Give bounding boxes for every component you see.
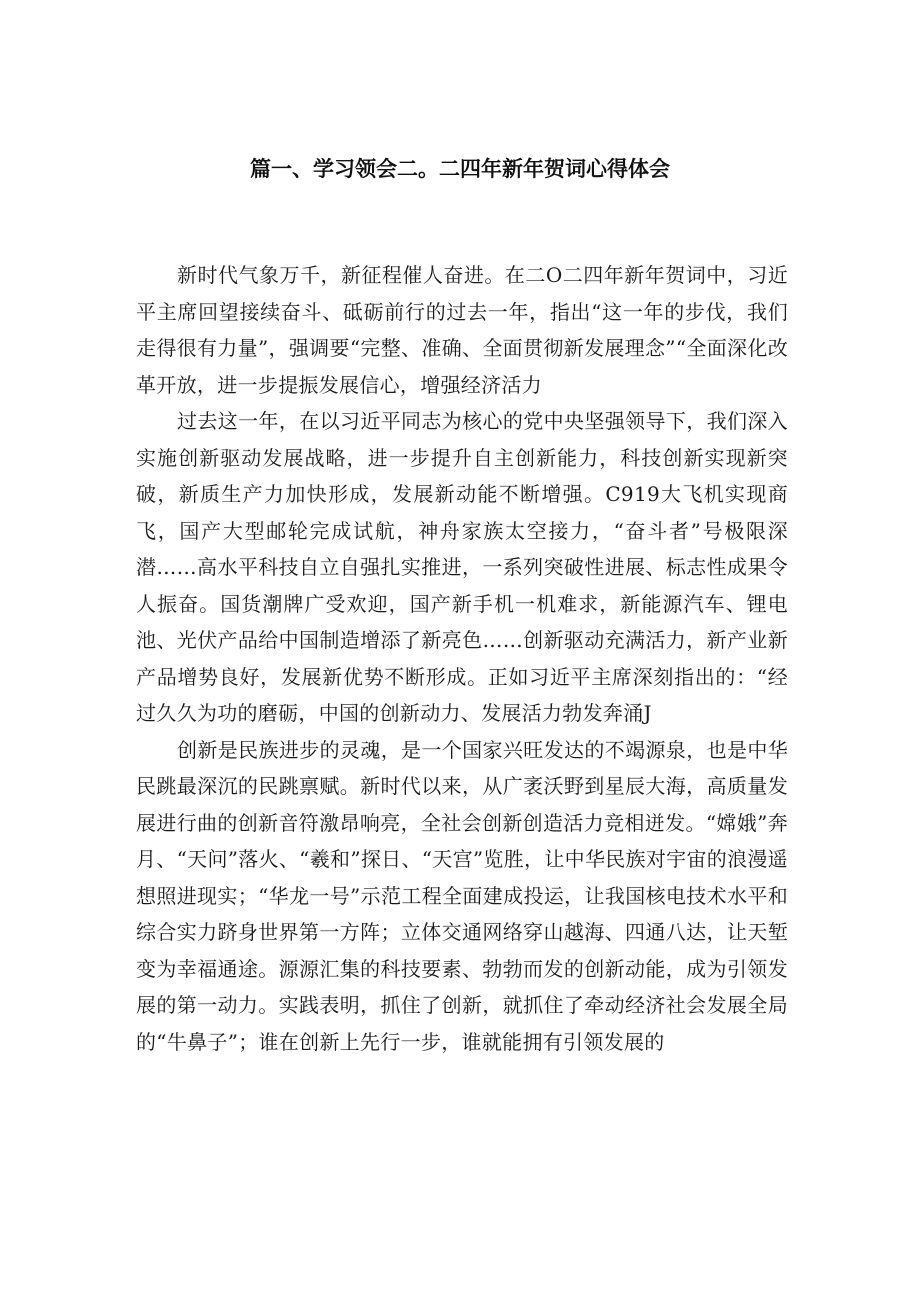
paragraph-2: 过去这一年，在以习近平同志为核心的党中央坚强领导下，我们深入实施创新驱动发展战略，进一步提升自主创新能力，科技创新实现新突破，新质生产力加快形成，发展新动能不断增强。C919大飞机实现商飞，国产大型邮轮完成试航，神舟家族太空接力，“奋斗者”号极限深潜……高水平科技自立自强扎实推进，一系列突破性进展、标志性成果令人振奋。国货潮牌广受欢迎，国产新手机一机难求，新能源汽车、锂电池、光伏产品给中国制造增添了新亮色……创新驱动充满活力，新产业新产品增势良好，发展新优势不断形成。正如习近平主席深刻指出的：“经过久久为功的磨砺，中国的创新动力、发展活力勃发奔涌J [136,409,788,725]
document-title: 篇一、学习领会二。二四年新年贺词心得体会 [250,157,670,181]
document-body [136,257,788,1060]
paragraph-3: 创新是民族进步的灵魂，是一个国家兴旺发达的不竭源泉，也是中华民跳最深沉的民跳禀赋。新时代以来，从广袤沃野到星辰大海，高质量发展进行曲的创新音符激昂响亮，全社会创新创造活力竞相迸发。“嫦娥”奔月、“天问”落火、“羲和”探日、“天宫”览胜，让中华民族对宇宙的浪漫遥想照进现实；“华龙一号”示范工程全面建成投运，让我国核电技术水平和综合实力跻身世界第一方阵；立体交通网络穿山越海、四通八达，让天堑变为幸福通途。源源汇集的科技要素、勃勃而发的创新动能，成为引领发展的第一动力。实践表明，抓住了创新，就抓住了牵动经济社会发展全局的“牛鼻子”；谁在创新上先行一步，谁就能拥有引领发展的 [136,737,788,1054]
paragraph-1: 新时代气象万千，新征程催人奋进。在二O二四年新年贺词中，习近平主席回望接续奋斗、砥砺前行的过去一年，指出“这一年的步伐，我们走得很有力量”，强调要“完整、准确、全面贯彻新发展理念”“全面深化改革开放，进一步提振发展信心，增强经济活力 [136,263,788,397]
